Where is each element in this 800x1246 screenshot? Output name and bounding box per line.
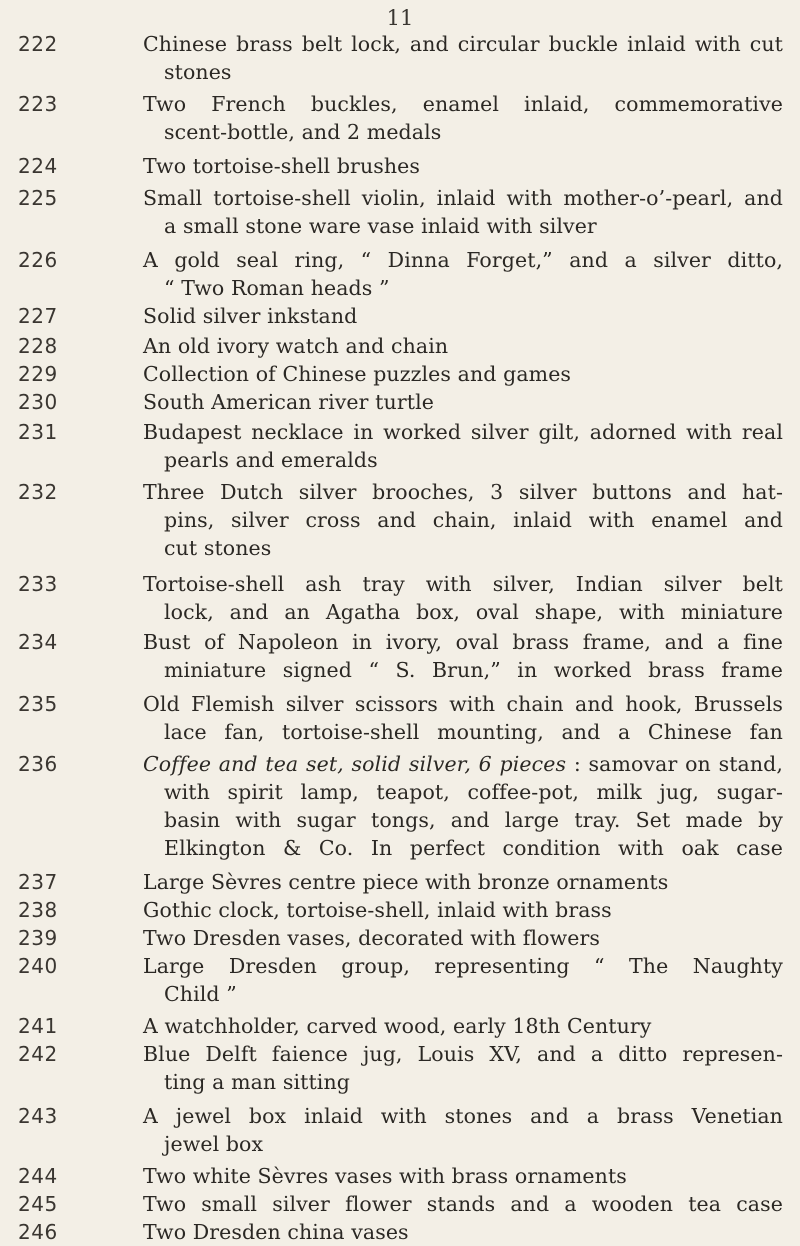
lot-number xyxy=(18,750,78,778)
description-line: with spirit lamp, teapot, coffee-pot, milk jug, sugar- xyxy=(164,780,783,804)
description-line: miniature signed “ S. Brun,” in worked brass frame xyxy=(164,658,783,682)
lot-description xyxy=(143,1040,783,1096)
lot-description xyxy=(143,628,783,684)
lot-number xyxy=(18,628,78,656)
lot-number-text: 222 xyxy=(18,32,58,56)
lot-number xyxy=(18,924,78,952)
lot-number xyxy=(18,246,78,274)
lot-number xyxy=(18,478,78,506)
lot-number-text: 233 xyxy=(18,572,58,596)
description-line: Large Sèvres centre piece with bronze ornaments xyxy=(143,870,669,894)
description-line: Two French buckles, enamel inlaid, commemorative xyxy=(143,92,783,116)
description-line: Large Dresden group, representing “ The Naughty xyxy=(143,954,783,978)
description-line: Collection of Chinese puzzles and games xyxy=(143,362,572,386)
lot-description xyxy=(143,868,783,896)
lot-number-text: 241 xyxy=(18,1014,58,1038)
lot-number xyxy=(18,952,78,980)
lot-number xyxy=(18,1040,78,1068)
lot-number-text: 245 xyxy=(18,1192,58,1216)
description-line: Solid silver inkstand xyxy=(143,304,358,328)
lot-number-text: 223 xyxy=(18,92,58,116)
lot-description xyxy=(143,952,783,1008)
description-line: Budapest necklace in worked silver gilt, adorned with real xyxy=(143,420,783,444)
description-line: lace fan, tortoise-shell mounting, and a Chinese fan xyxy=(164,720,783,744)
description-line: Old Flemish silver scissors with chain and hook, Brussels xyxy=(143,692,783,716)
description-line: South American river turtle xyxy=(143,390,434,414)
description-line: “ Two Roman heads ” xyxy=(164,276,390,300)
description-line: Small tortoise-shell violin, inlaid with mother-o’-pearl, and xyxy=(143,186,783,210)
description-line: jewel box xyxy=(164,1132,264,1156)
description-line: pins, silver cross and chain, inlaid with enamel and xyxy=(164,508,783,532)
lot-description xyxy=(143,418,783,474)
description-line: Two Dresden china vases xyxy=(143,1220,409,1244)
description-line: Bust of Napoleon in ivory, oval brass frame, and a fine xyxy=(143,630,783,654)
lot-number-text: 240 xyxy=(18,954,58,978)
lot-description xyxy=(143,896,783,924)
description-line: scent-bottle, and 2 medals xyxy=(164,120,442,144)
description-line: ting a man sitting xyxy=(164,1070,350,1094)
lot-description xyxy=(143,246,783,302)
description-line: stones xyxy=(164,60,232,84)
lot-number xyxy=(18,184,78,212)
lot-number xyxy=(18,868,78,896)
description-line: Two tortoise-shell brushes xyxy=(143,154,421,178)
lot-number-text: 244 xyxy=(18,1164,58,1188)
description-line: Elkington & Co. In perfect condition with oak case xyxy=(164,836,783,860)
lot-number xyxy=(18,388,78,416)
lot-number xyxy=(18,570,78,598)
description-line: Coffee and tea set, solid silver, 6 pieces : samovar on stand, xyxy=(143,752,783,776)
lot-number-text: 243 xyxy=(18,1104,58,1128)
lot-number xyxy=(18,90,78,118)
lot-description xyxy=(143,1218,783,1246)
lot-number-text: 237 xyxy=(18,870,58,894)
description-line: a small stone ware vase inlaid with silver xyxy=(164,214,597,238)
description-line: Two Dresden vases, decorated with flowers xyxy=(143,926,600,950)
description-line: A gold seal ring, “ Dinna Forget,” and a silver ditto, xyxy=(143,248,783,272)
lot-description xyxy=(143,1102,783,1158)
lot-number-text: 230 xyxy=(18,390,58,414)
lot-description xyxy=(143,924,783,952)
description-line: pearls and emeralds xyxy=(164,448,378,472)
lot-number-text: 224 xyxy=(18,154,58,178)
description-line: cut stones xyxy=(164,536,272,560)
lot-number-text: 226 xyxy=(18,248,58,272)
lot-number-text: 242 xyxy=(18,1042,58,1066)
lot-number-text: 236 xyxy=(18,752,58,776)
lot-description xyxy=(143,570,783,626)
lot-description xyxy=(143,152,783,180)
lot-number xyxy=(18,1162,78,1190)
lot-description xyxy=(143,30,783,86)
lot-description xyxy=(143,1190,783,1218)
lot-number xyxy=(18,360,78,388)
lot-description xyxy=(143,360,783,388)
page-number: 11 xyxy=(386,6,414,30)
lot-number xyxy=(18,1102,78,1130)
lot-description xyxy=(143,690,783,746)
description-line: Child ” xyxy=(164,982,237,1006)
lot-description xyxy=(143,90,783,146)
lot-number-text: 231 xyxy=(18,420,58,444)
description-line: A jewel box inlaid with stones and a brass Venetian xyxy=(143,1104,783,1128)
lot-description xyxy=(143,302,783,330)
lot-description xyxy=(143,1012,783,1040)
lot-number-text: 238 xyxy=(18,898,58,922)
lot-number-text: 227 xyxy=(18,304,58,328)
lot-description xyxy=(143,1162,783,1190)
lot-number xyxy=(18,30,78,58)
lot-number xyxy=(18,896,78,924)
lot-number xyxy=(18,332,78,360)
lot-number-text: 234 xyxy=(18,630,58,654)
lot-number xyxy=(18,1190,78,1218)
lot-number-text: 228 xyxy=(18,334,58,358)
lot-number-text: 246 xyxy=(18,1220,58,1244)
lot-description xyxy=(143,388,783,416)
lot-number xyxy=(18,418,78,446)
lot-number-text: 229 xyxy=(18,362,58,386)
lot-description xyxy=(143,478,783,562)
description-line: Gothic clock, tortoise-shell, inlaid with brass xyxy=(143,898,612,922)
lot-number-text: 239 xyxy=(18,926,58,950)
description-line: Three Dutch silver brooches, 3 silver buttons and hat- xyxy=(143,480,783,504)
lot-number xyxy=(18,690,78,718)
lot-description xyxy=(143,332,783,360)
lot-number-text: 235 xyxy=(18,692,58,716)
description-line: An old ivory watch and chain xyxy=(143,334,449,358)
description-line: lock, and an Agatha box, oval shape, with miniature xyxy=(164,600,783,624)
lot-number xyxy=(18,302,78,330)
description-line: A watchholder, carved wood, early 18th Century xyxy=(143,1014,652,1038)
description-line: Two white Sèvres vases with brass ornaments xyxy=(143,1164,627,1188)
lot-number-text: 225 xyxy=(18,186,58,210)
description-line: Blue Delft faience jug, Louis XV, and a ditto represen- xyxy=(143,1042,783,1066)
description-line: basin with sugar tongs, and large tray. Set made by xyxy=(164,808,783,832)
lot-description xyxy=(143,184,783,240)
lot-number xyxy=(18,1218,78,1246)
lot-number-text: 232 xyxy=(18,480,58,504)
lot-number xyxy=(18,1012,78,1040)
description-line: Two small silver flower stands and a wooden tea case xyxy=(143,1192,783,1216)
description-line: Chinese brass belt lock, and circular buckle inlaid with cut xyxy=(143,32,783,56)
lot-number xyxy=(18,152,78,180)
description-line: Tortoise-shell ash tray with silver, Indian silver belt xyxy=(143,572,783,596)
lot-description xyxy=(143,750,783,862)
